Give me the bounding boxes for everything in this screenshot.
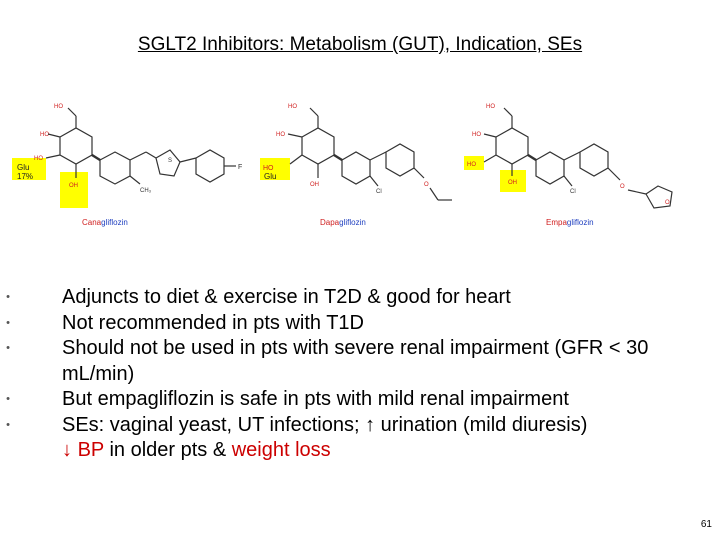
oh-highlight	[60, 172, 88, 208]
page-number: 61	[700, 519, 712, 530]
bullet-dot-icon: •	[6, 418, 10, 431]
atom-label: HO	[276, 132, 285, 138]
bullet-dot-icon: •	[6, 291, 10, 303]
bullet-text: Should not be used in pts with severe renal impairment (GFR < 30 mL/min)	[62, 337, 649, 385]
glu-percent: 17%	[17, 172, 34, 181]
bullet-text: But empagliflozin is safe in pts with mild renal impairment	[62, 388, 569, 410]
bullet-list	[0, 285, 720, 464]
atom-label: HO	[467, 162, 476, 168]
atom-label: F	[238, 164, 243, 171]
bullet-dot-icon: •	[6, 342, 10, 354]
atom-label: HO	[288, 104, 297, 110]
atom-label: OH	[508, 180, 517, 186]
atom-label: O	[620, 184, 625, 190]
drug-name-dapagliflozin: Dapagliflozin	[320, 218, 366, 227]
atom-label: HO	[40, 132, 49, 138]
atom-label: HO	[263, 165, 274, 172]
bullet-item	[0, 311, 720, 337]
weight-loss-text: weight loss	[231, 439, 331, 461]
bullet-item	[0, 285, 720, 311]
slide-title: SGLT2 Inhibitors: Metabolism (GUT), Indication, SEs	[137, 34, 583, 55]
atom-label: S	[168, 158, 173, 164]
atom-label: HO	[54, 104, 63, 110]
bullet-text: Not recommended in pts with T1D	[62, 311, 364, 334]
atom-label: CH₃	[140, 188, 152, 194]
bullet-text: Adjuncts to diet & exercise in T2D & good for heart	[62, 286, 511, 308]
atom-label: HO	[472, 132, 481, 138]
bullet-item	[0, 336, 720, 387]
atom-label: Cl	[376, 189, 382, 195]
atom-label: O	[665, 200, 670, 206]
drug-name-empagliflozin: Empagliflozin	[546, 218, 594, 227]
empagliflozin-structure	[464, 104, 672, 227]
canagliflozin-structure	[12, 104, 242, 227]
atom-label: O	[424, 182, 429, 188]
atom-label: Cl	[570, 189, 576, 195]
atom-label: OH	[310, 182, 319, 188]
bp-text: BP	[77, 439, 104, 461]
drug-name-canagliflozin: Canagliflozin	[82, 218, 128, 227]
glu-label: Glu	[264, 172, 277, 181]
atom-label: HO	[34, 156, 43, 162]
atom-label: HO	[486, 104, 495, 110]
atom-label: OH	[69, 183, 78, 189]
glu-label: Glu	[17, 163, 30, 172]
bullet-dot-icon: •	[6, 393, 10, 405]
dapagliflozin-structure	[260, 104, 452, 227]
bullet-text: SEs: vaginal yeast, UT infections; ↑ urination (mild diuresis)	[62, 413, 588, 436]
bullet-item	[0, 387, 720, 413]
bullet-item	[0, 413, 720, 464]
down-arrow-icon: ↓	[62, 439, 72, 461]
chemical-structures	[0, 92, 720, 232]
bullet-dot-icon: •	[6, 316, 10, 329]
bullet-middle-text: in older pts &	[103, 439, 232, 461]
